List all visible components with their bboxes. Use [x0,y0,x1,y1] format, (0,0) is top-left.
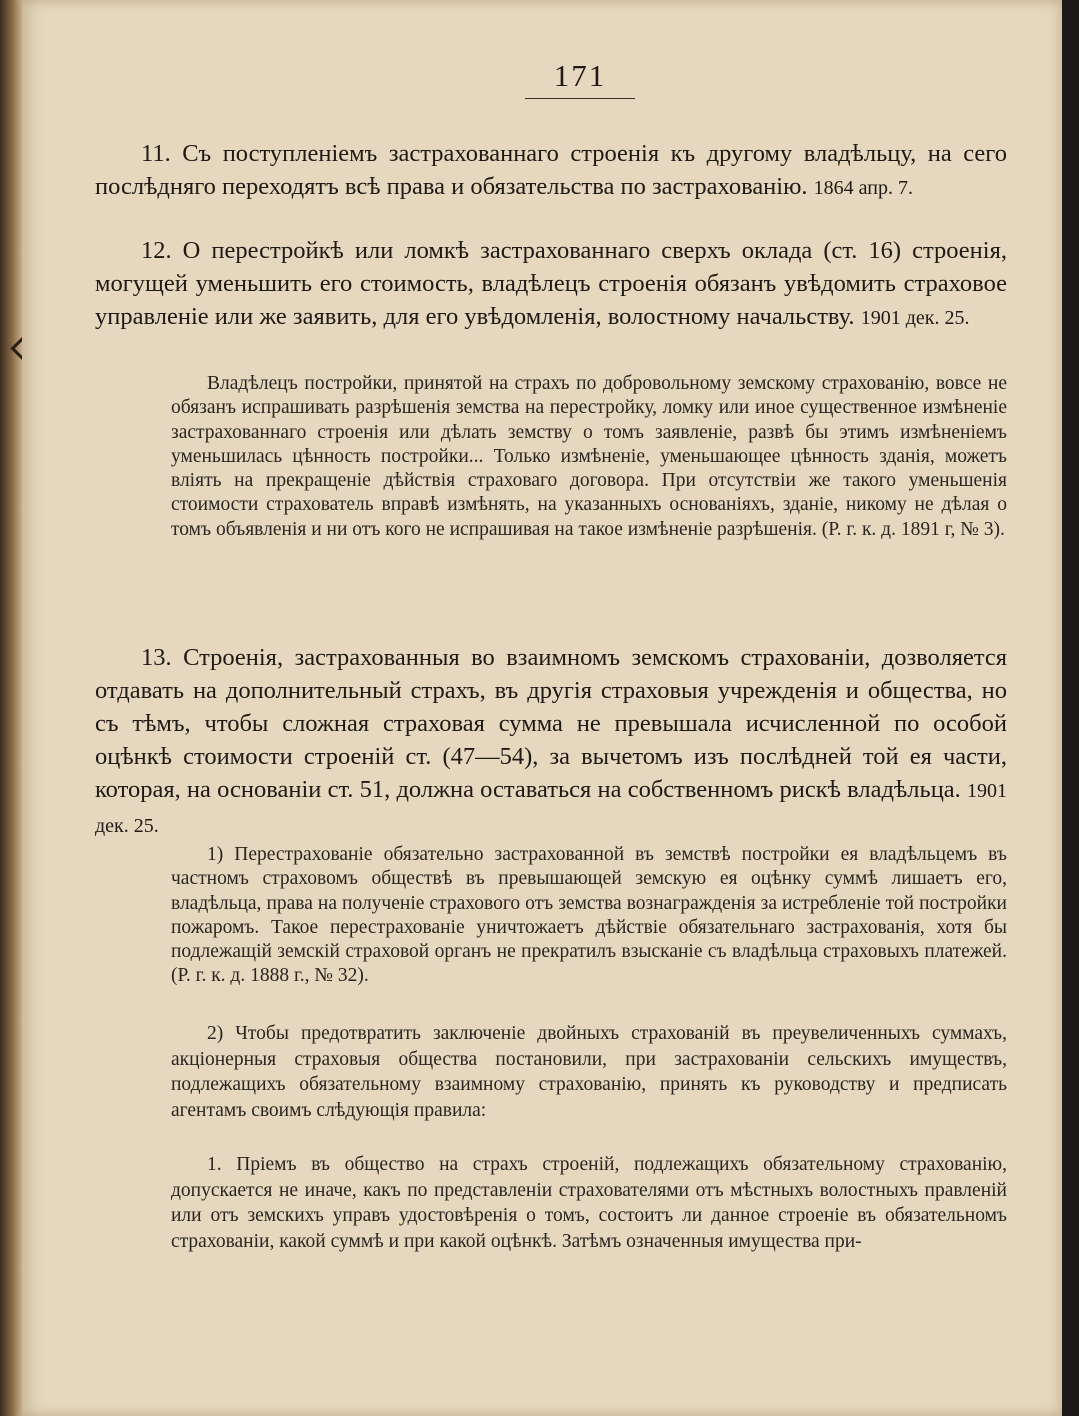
note-article-13-2: 2) Чтобы предотвратить заключеніе двойныхъ страхованій въ преувеличенныхъ суммахъ, акціонерныя страховыя общества постановили, при застрахованіи сельскихъ имуществъ, подлежащихъ обязательному взаимному страхованію, принять къ руководству и предписать агентамъ своимъ слѣдующія правила: [171,1023,1007,1121]
note-article-13-2-1: 1. Пріемъ въ общество на страхъ строеній, подлежащихъ обязательному страхованію, допускается не иначе, какъ по представленіи страхователями отъ мѣстныхъ волостныхъ правленій или отъ земскихъ управъ удостовѣренія о томъ, состоитъ ли данное строеніе въ обязательномъ страхованіи, какой суммѣ и при какой оцѣнкѣ. Затѣмъ означенныя имущества при- [171,1154,1007,1252]
book-gutter [0,0,22,1416]
article-13-text: 13. Строенія, застрахованныя во взаимномъ земскомъ страхованіи, дозволяется отдавать на дополнительный страхъ, въ другія страховыя учрежденія и общества, но съ тѣмъ, чтобы сложная страховая сумма не превышала исчисленной по особой оцѣнкѣ стоимости строеній ст. (47—54), за вычетомъ изъ послѣдней той ея части, которая, на основаніи ст. 51, должна оставаться на собственномъ рискѣ владѣльца. [95,644,1007,803]
article-13-source: 1901 дек. 25. [95,780,1008,837]
article-11 [95,137,1007,205]
note-article-12: Владѣлецъ постройки, принятой на страхъ по добровольному земскому страхованію, вовсе не обязанъ испрашивать разрѣшенія земства на перестройку, ломку или иное существенное измѣненіе застрахованнаго строенія или дѣлать земству о томъ заявленіе, развѣ бы этимъ измѣненіемъ уменьшилась цѣнность постройки... Только измѣненіе, уменьшающее цѣнность зданія, можетъ влiять на прекращеніе дѣйствія страховаго договора. При отсутствіи же такого уменьшенія стоимости страхователь вправѣ измѣнять, на указанныхъ основаніяхъ, зданіе, никому не дѣлая о томъ объявленія и ни отъ кого не испрашивая на такое измѣненіе разрѣшенія. (Р. г. к. д. 1891 г, № 3). [171,373,1007,540]
book-page [22,0,1062,1416]
note-article-13-1: 1) Перестрахованіе обязательно застрахованной въ земствѣ постройки ея владѣльцемъ въ частномъ страховомъ обществѣ въ превышающей земскую ея оцѣнку суммѣ лишаетъ его, владѣльца, права на полученіе страхового отъ земства вознагражденія за истребленіе той постройки пожаромъ. Такое перестрахованіе уничтожаетъ дѣйствіе обязательнаго застрахованія, хотя бы подлежащій земскій страховой органъ не прекратилъ взысканіе съ владѣльца страховыхъ платежей. (Р. г. к. д. 1888 г., № 32). [171,844,1007,987]
article-11-source: 1864 апр. 7. [813,177,913,199]
article-12 [95,234,1007,335]
article-11-text: 11. Съ поступленіемъ застрахованнаго строенія къ другому владѣльцу, на сего послѣдняго переходятъ всѣ права и обязательства по застрахованію. [95,140,1007,200]
article-13 [95,641,1007,843]
article-12-text: 12. О перестройкѣ или ломкѣ застрахованнаго сверхъ оклада (ст. 16) строенія, могущей уменьшить его стоимость, владѣлецъ строенія обязанъ увѣдомить страховое управленіе или же заявить, для его увѣдомленія, волостному начальству. [95,237,1007,330]
scan-edge [1062,0,1079,1416]
page-number: 171 [553,58,607,93]
page-number-rule [525,98,635,99]
article-12-source: 1901 дек. 25. [860,307,970,329]
